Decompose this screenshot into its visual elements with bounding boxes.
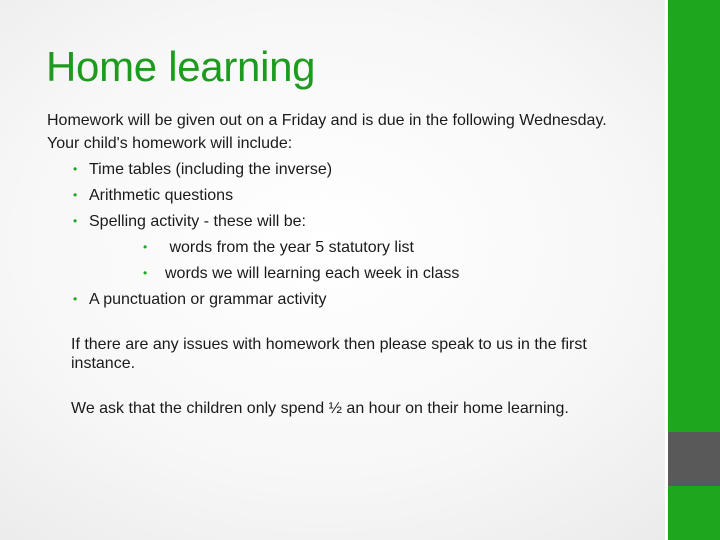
intro-lead: Your child's homework will include: xyxy=(47,135,293,152)
issues-paragraph: If there are any issues with homework then please speak to us in the first instance. xyxy=(71,336,587,372)
bullet-icon: • xyxy=(143,266,148,280)
slide-body xyxy=(47,111,647,418)
list-item xyxy=(47,290,647,309)
sub-list-item-text: words from the year 5 statutory list xyxy=(165,239,414,256)
list-item xyxy=(47,212,647,231)
sub-list-item-text: words we will learning each week in class xyxy=(165,265,460,282)
intro-paragraph: Homework will be given out on a Friday and is due in the following Wednesday. xyxy=(47,112,607,129)
bullet-icon: • xyxy=(73,188,78,202)
list-item-text: Spelling activity - these will be: xyxy=(89,213,306,230)
bullet-icon: • xyxy=(73,162,78,176)
list-item-text: Time tables (including the inverse) xyxy=(89,161,333,178)
list-item xyxy=(47,186,647,205)
bullet-icon: • xyxy=(143,240,148,254)
sub-list-item xyxy=(47,264,647,283)
list-item-text: Arithmetic questions xyxy=(89,187,234,204)
bullet-icon: • xyxy=(73,292,78,306)
slide-title: Home learning xyxy=(46,43,316,90)
list-item-text: A punctuation or grammar activity xyxy=(89,291,327,308)
accent-block xyxy=(668,432,720,486)
list-item xyxy=(47,160,647,179)
bullet-icon: • xyxy=(73,214,78,228)
sub-list-item xyxy=(47,238,647,257)
time-paragraph: We ask that the children only spend ½ an hour on their home learning. xyxy=(71,400,569,417)
accent-bar xyxy=(665,0,720,540)
